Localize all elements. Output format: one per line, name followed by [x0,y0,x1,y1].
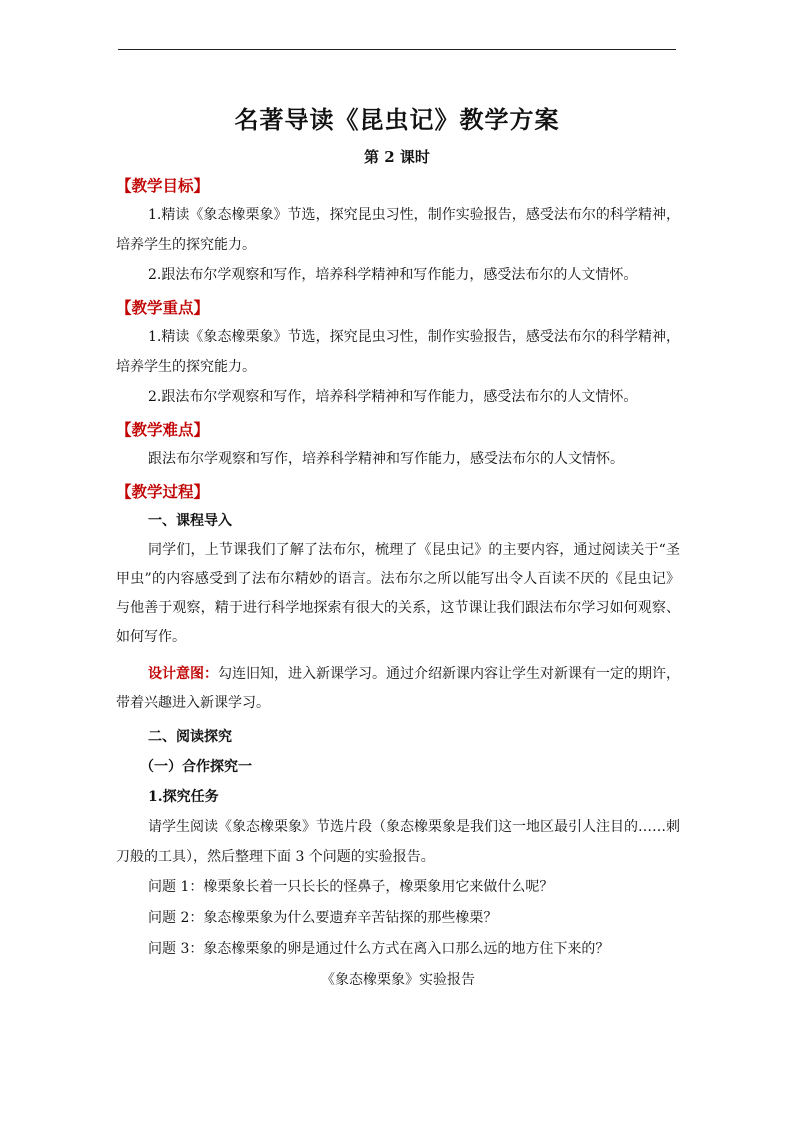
report-caption: 《象态橡栗象》实验报告 [321,972,475,988]
task-heading: 1.探究任务 [148,789,219,805]
process-heading: 【教学过程】 [116,482,210,501]
lesson-number: 第 2 课时 [364,148,430,166]
objective-item: 1.精读《象态橡栗象》节选，探究昆虫习性，制作实验报告，感受法布尔的科学精神，培养学生的探究能力。 [116,207,680,253]
design-intent-text: 勾连旧知，进入新课学习。通过介绍新课内容让学生对新课有一定的期许，带着兴趣进入新课学习。 [116,666,680,711]
reading-inquiry-heading: 二、阅读探究 [148,729,232,745]
question-item: 问题 2：象态橡栗象为什么要遗弃辛苦钻探的那些橡栗？ [148,910,498,926]
key-points-heading: 【教学重点】 [116,298,210,317]
intro-heading: 一、课程导入 [148,513,232,529]
objectives-heading: 【教学目标】 [116,176,210,195]
question-item: 问题 1：橡栗象长着一只长长的怪鼻子，橡栗象用它来做什么呢？ [148,879,554,895]
header-rule [118,49,676,50]
design-intent-paragraph [116,660,680,718]
document-title: 名著导读《昆虫记》教学方案 [234,105,560,134]
cooperative-inquiry-heading: （一）合作探究一 [140,759,252,775]
task-paragraph: 请学生阅读《象态橡栗象》节选片段（象态橡栗象是我们这一地区最引人注目的……刺刀般的工具），然后整理下面 3 个问题的实验报告。 [116,819,680,865]
intro-paragraph: 同学们，上节课我们了解了法布尔，梳理了《昆虫记》的主要内容，通过阅读关于“圣甲虫”的内容感受到了法布尔精妙的语言。法布尔之所以能写出令人百读不厌的《昆虫记》与他善于观察，精于进行科学地探索有很大的关系，这节课让我们跟法布尔学习如何观察、如何写作。 [116,542,680,645]
key-point-item: 1.精读《象态橡栗象》节选，探究昆虫习性，制作实验报告，感受法布尔的科学精神，培养学生的探究能力。 [116,329,680,375]
design-intent-label: 设计意图： [148,666,218,682]
difficulty-text: 跟法布尔学观察和写作，培养科学精神和写作能力，感受法布尔的人文情怀。 [148,451,624,467]
difficulties-heading: 【教学难点】 [116,420,210,439]
key-point-item: 2.跟法布尔学观察和写作，培养科学精神和写作能力，感受法布尔的人文情怀。 [148,389,638,405]
objective-item: 2.跟法布尔学观察和写作，培养科学精神和写作能力，感受法布尔的人文情怀。 [148,267,638,283]
question-item: 问题 3：象态橡栗象的卵是通过什么方式在离入口那么远的地方住下来的？ [148,941,610,957]
document-body [116,172,680,995]
